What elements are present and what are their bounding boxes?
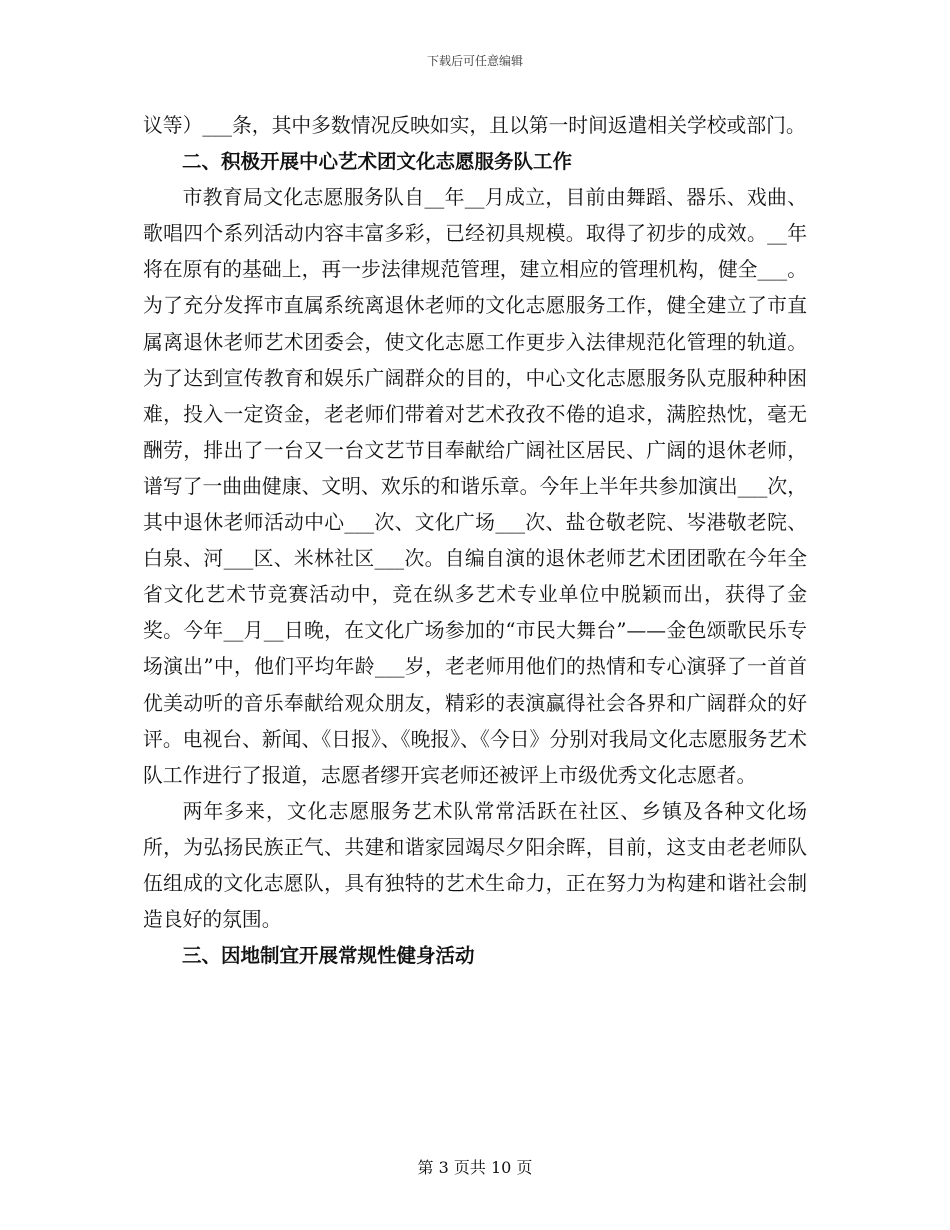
paragraph-two-years: 两年多来，文化志愿服务艺术队常常活跃在社区、乡镇及各种文化场所，为弘扬民族正气、共建和谐家园竭尽夕阳余晖，目前，这支由老老师队伍组成的文化志愿队，具有独特的艺术生命力，正在努力为构建和谐社会制造良好的氛围。 [143,799,807,932]
page-header: 下载后可任意编辑 [426,54,523,68]
paragraph-continued: 议等）___条，其中多数情况反映如实，且以第一时间返遣相关学校或部门。 [143,114,806,137]
page-number-footer: 第 3 页共 10 页 [417,1158,533,1177]
section-heading-2: 二、积极开展中心艺术团文化志愿服务队工作 [182,150,573,174]
section-heading-3: 三、因地制宜开展常规性健身活动 [182,944,475,968]
paragraph-volunteer-team: 市教育局文化志愿服务队自__年__月成立，目前由舞蹈、器乐、戏曲、歌唱四个系列活动内容丰富多彩，已经初具规模。取得了初步的成效。__年将在原有的基础上，再一步法律规范管理，建立相应的管理机构，健全___。为了充分发挥市直属系统离退休老师的文化志愿服务工作，健全建立了市直属离退休老师艺术团委会，使文化志愿工作更步入法律规范化管理的轨道。为了达到宣传教育和娱乐广阔群众的目的，中心文化志愿服务队克服种种困难，投入一定资金，老老师们带着对艺术孜孜不倦的追求，满腔热忱，毫无酬劳，排出了一台又一台文艺节目奉献给广阔社区居民、广阔的退休老师，谱写了一曲曲健康、文明、欢乐的和谐乐章。今年上半年共参加演出___次，其中退休老师活动中心___次、文化广场___次、盐仓敬老院、岑港敬老院、白泉、河___区、米林社区___次。自编自演的退休老师艺术团团歌在今年全省文化艺术节竞赛活动中，竞在纵多艺术专业单位中脱颖而出，获得了金奖。今年__月__日晚，在文化广场参加的“市民大舞台”——金色颂歌民乐专场演出”中，他们平均年龄___岁，老老师用他们的热情和专心演驿了一首首优美动听的音乐奉献给观众朋友，精彩的表演赢得社会各界和广阔群众的好评。电视台、新闻、《日报》、《晚报》、《今日》分别对我局文化志愿服务艺术队工作进行了报道，志愿者缪开宾老师还被评上市级优秀文化志愿者。 [143,186,807,787]
document-body [143,108,807,974]
